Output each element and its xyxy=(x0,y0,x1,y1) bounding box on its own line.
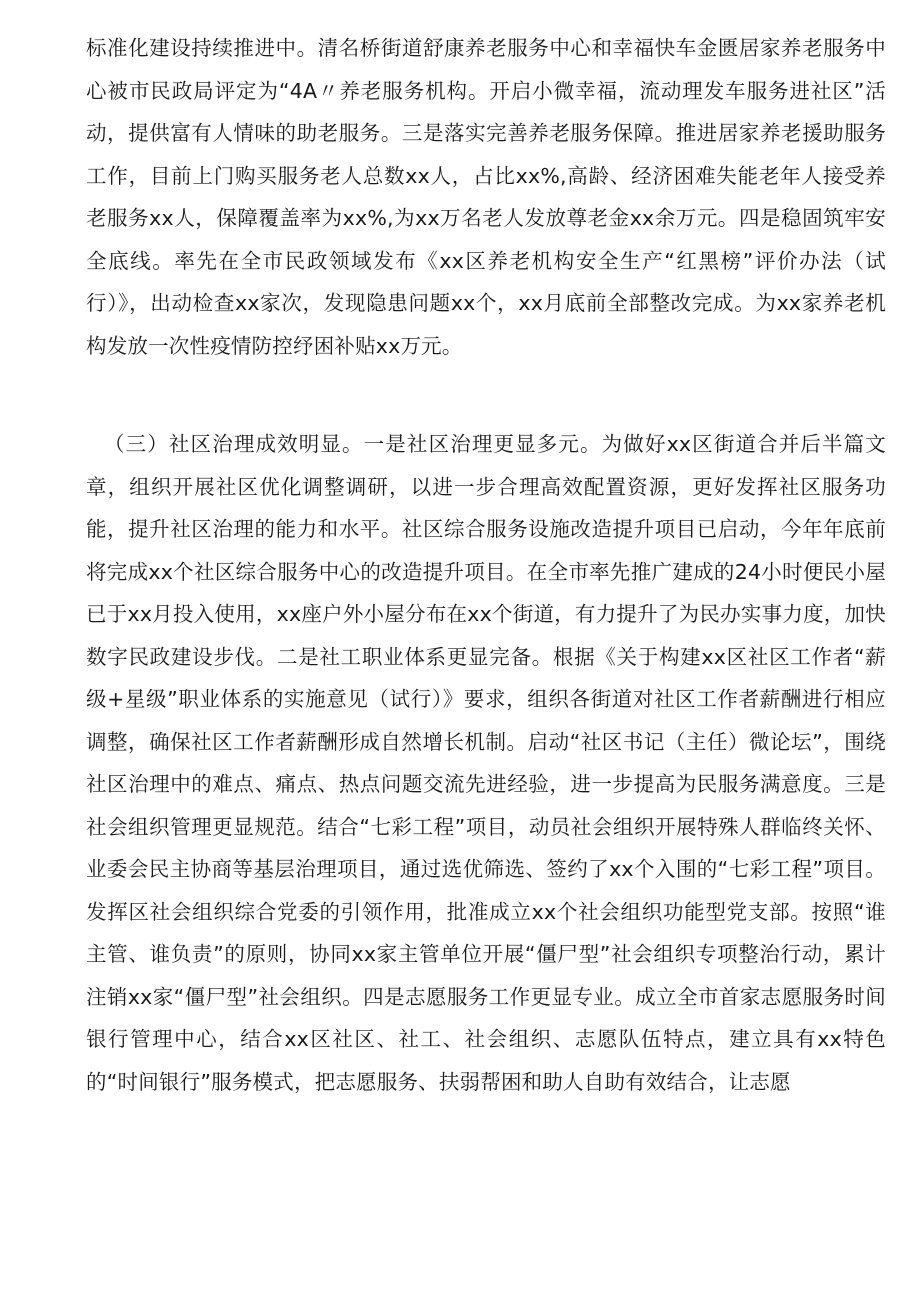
paragraph-community-governance: （三）社区治理成效明显。一是社区治理更显多元。为做好xx区街道合并后半篇文章，组织开展社区优化调整调研，以进一步合理高效配置资源，更好发挥社区服务功能，提升社区治理的能力和水平。社区综合服务设施改造提升项目已启动，今年年底前将完成xx个社区综合服务中心的改造提升项目。在全市率先推广建成的24小时便民小屋已于xx月投入使用，xx座户外小屋分布在xx个街道，有力提升了为民办实事力度，加快数字民政建设步伐。二是社工职业体系更显完备。根据《关于构建xx区社区工作者“薪级+星级”职业体系的实施意见（试行）》要求，组织各街道对社区工作者薪酬进行相应调整，确保社区工作者薪酬形成自然增长机制。启动“社区书记（主任）微论坛”，围绕社区治理中的难点、痛点、热点问题交流先进经验，进一步提高为民服务满意度。三是社会组织管理更显规范。结合“七彩工程”项目，动员社会组织开展特殊人群临终关怀、业委会民主协商等基层治理项目，通过选优筛选、签约了xx个入围的“七彩工程”项目。发挥区社会组织综合党委的引领作用，批准成立xx个社会组织功能型党支部。按照“谁主管、谁负责”的原则，协同xx家主管单位开展“僵尸型”社会组织专项整治行动，累计注销xx家“僵尸型”社会组织。四是志愿服务工作更显专业。成立全市首家志愿服务时间银行管理中心，结合xx区社区、社工、社会组织、志愿队伍特点，建立具有xx特色的“时间银行”服务模式，把志愿服务、扶弱帮困和助人自助有效结合，让志愿 xyxy=(86,432,886,1094)
paragraph-elderly-services: 标准化建设持续推进中。清名桥街道舒康养老服务中心和幸福快车金匮居家养老服务中心被市民政局评定为“4A〃养老服务机构。开启小微幸福，流动理发车服务进社区”活动，提供富有人情味的助老服务。三是落实完善养老服务保障。推进居家养老援助服务工作，目前上门购买服务老人总数xx人，占比xx%,高龄、经济困难失能老年人接受养老服务xx人，保障覆盖率为xx%,为xx万名老人发放尊老金xx余万元。四是稳固筑牢安全底线。率先在全市民政领域发布《xx区养老机构安全生产“红黑榜”评价办法（试行）》，出动检查xx家次，发现隐患问题xx个，xx月底前全部整改完成。为xx家养老机构发放一次性疫情防控纾困补贴xx万元。 xyxy=(86,36,886,358)
